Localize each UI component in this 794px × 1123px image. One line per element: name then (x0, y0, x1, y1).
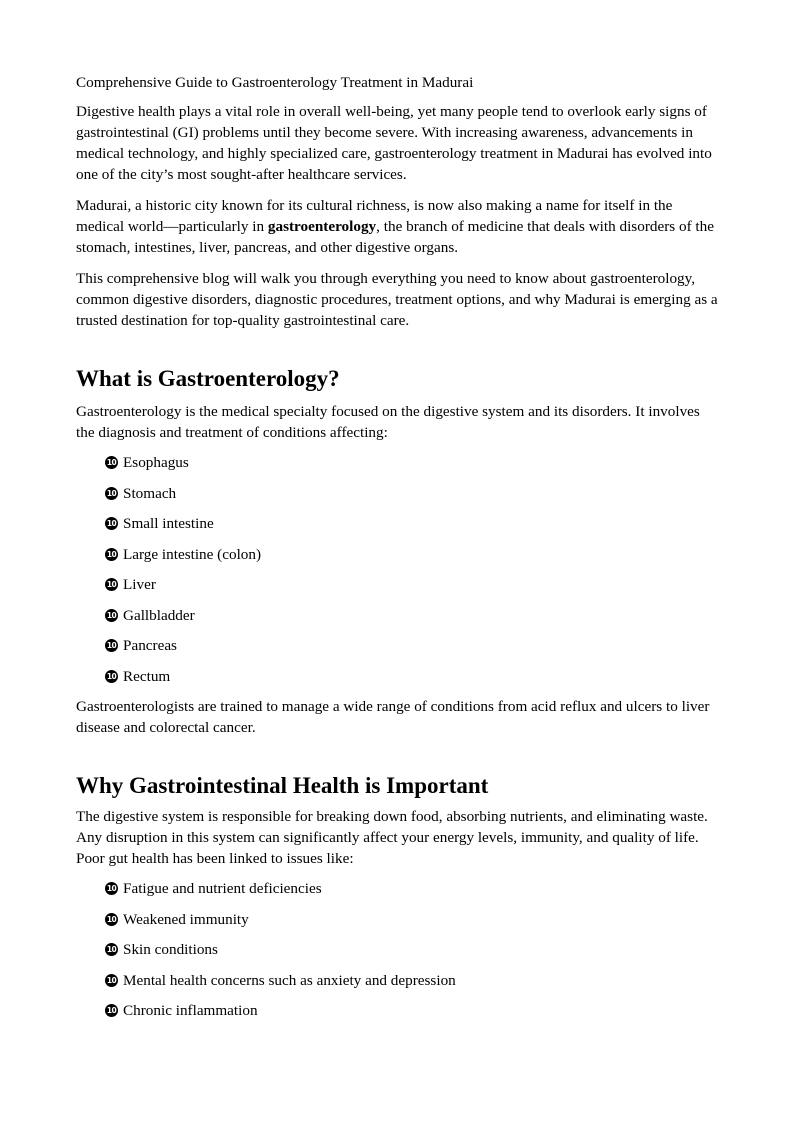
document-title: Comprehensive Guide to Gastroenterology Treatment in Madurai (76, 74, 474, 91)
numbered-bullet-icon: 10 (106, 610, 117, 620)
list-item (76, 666, 718, 687)
list-item-label: Gallbladder (123, 606, 195, 624)
list-item-label: Skin conditions (123, 941, 218, 958)
intro-paragraph-2 (76, 195, 718, 258)
list-item (76, 483, 718, 504)
section-what-outro: Gastroenterologists are trained to manage a wide range of conditions from acid reflux and ulcers to liver disease and colorectal cancer. (76, 698, 710, 736)
numbered-bullet-icon: 10 (106, 671, 117, 681)
list-item (76, 544, 718, 565)
numbered-bullet-icon: 10 (106, 641, 117, 650)
numbered-bullet-icon: 10 (106, 945, 117, 954)
numbered-bullet-icon: 10 (106, 914, 117, 924)
list-item (76, 939, 718, 960)
numbered-bullet-icon: 10 (106, 580, 117, 589)
list-item-label: Large intestine (colon) (123, 545, 262, 563)
heading-what-is-gastroenterology: What is Gastroenterology? (76, 366, 340, 391)
heading-why-gi-health-important: Why Gastrointestinal Health is Important (76, 773, 489, 798)
intro-paragraph-2-text-before: Madurai, a historic city known for its cultural richness, is now also making a name for itself in the medical world—particularly in (76, 197, 673, 235)
list-item-label: Chronic inflammation (123, 1002, 258, 1019)
list-item (76, 574, 718, 595)
gut-health-issues-list (76, 878, 718, 1021)
numbered-bullet-icon: 10 (106, 975, 117, 985)
list-item (76, 452, 718, 473)
list-item (76, 878, 718, 899)
list-item (76, 970, 718, 991)
list-item (76, 605, 718, 626)
list-item-label: Stomach (123, 484, 177, 502)
list-item (76, 635, 718, 656)
numbered-bullet-icon: 10 (106, 488, 117, 498)
intro-paragraph-2-text-after: , the branch of medicine that deals with disorders of the stomach, intestines, liver, pancreas, and other digestive organs. (76, 218, 714, 256)
list-item-label: Liver (123, 576, 156, 593)
section-why-intro: The digestive system is responsible for breaking down food, absorbing nutrients, and eliminating waste. Any disruption in this system can significantly affect your energy levels, immunity, and quality of life. Poor gut health has been linked to issues like: (76, 808, 708, 867)
numbered-bullet-icon: 10 (106, 884, 117, 893)
list-item (76, 513, 718, 534)
list-item (76, 1000, 718, 1021)
list-item-label: Small intestine (123, 515, 214, 532)
digestive-organs-list (76, 452, 718, 687)
list-item-label: Mental health concerns such as anxiety and depression (123, 971, 456, 989)
list-item-label: Rectum (123, 667, 171, 685)
list-item-label: Pancreas (123, 637, 177, 654)
document-page (76, 72, 718, 1031)
list-item-label: Esophagus (123, 454, 189, 471)
numbered-bullet-icon: 10 (106, 519, 117, 528)
section-what-intro: Gastroenterology is the medical specialty focused on the digestive system and its disorders. It involves the diagnosis and treatment of conditions affecting: (76, 403, 700, 441)
list-item-label: Weakened immunity (123, 910, 249, 928)
numbered-bullet-icon: 10 (106, 458, 117, 467)
list-item (76, 909, 718, 930)
intro-paragraph-3: This comprehensive blog will walk you through everything you need to know about gastroenterology, common digestive disorders, diagnostic procedures, treatment options, and why Madurai is emerging as a trusted destination for top-quality gastrointestinal care. (76, 270, 718, 329)
numbered-bullet-icon: 10 (106, 1006, 117, 1015)
intro-paragraph-1: Digestive health plays a vital role in overall well-being, yet many people tend to overlook early signs of gastrointestinal (GI) problems until they become severe. With increasing awareness, advancements in medical technology, and highly specialized care, gastroenterology treatment in Madurai has evolved into one of the city’s most sought-after healthcare services. (76, 103, 712, 183)
list-item-label: Fatigue and nutrient deficiencies (123, 880, 322, 897)
gastroenterology-bold-term: gastroenterology (267, 218, 377, 235)
numbered-bullet-icon: 10 (106, 549, 117, 559)
